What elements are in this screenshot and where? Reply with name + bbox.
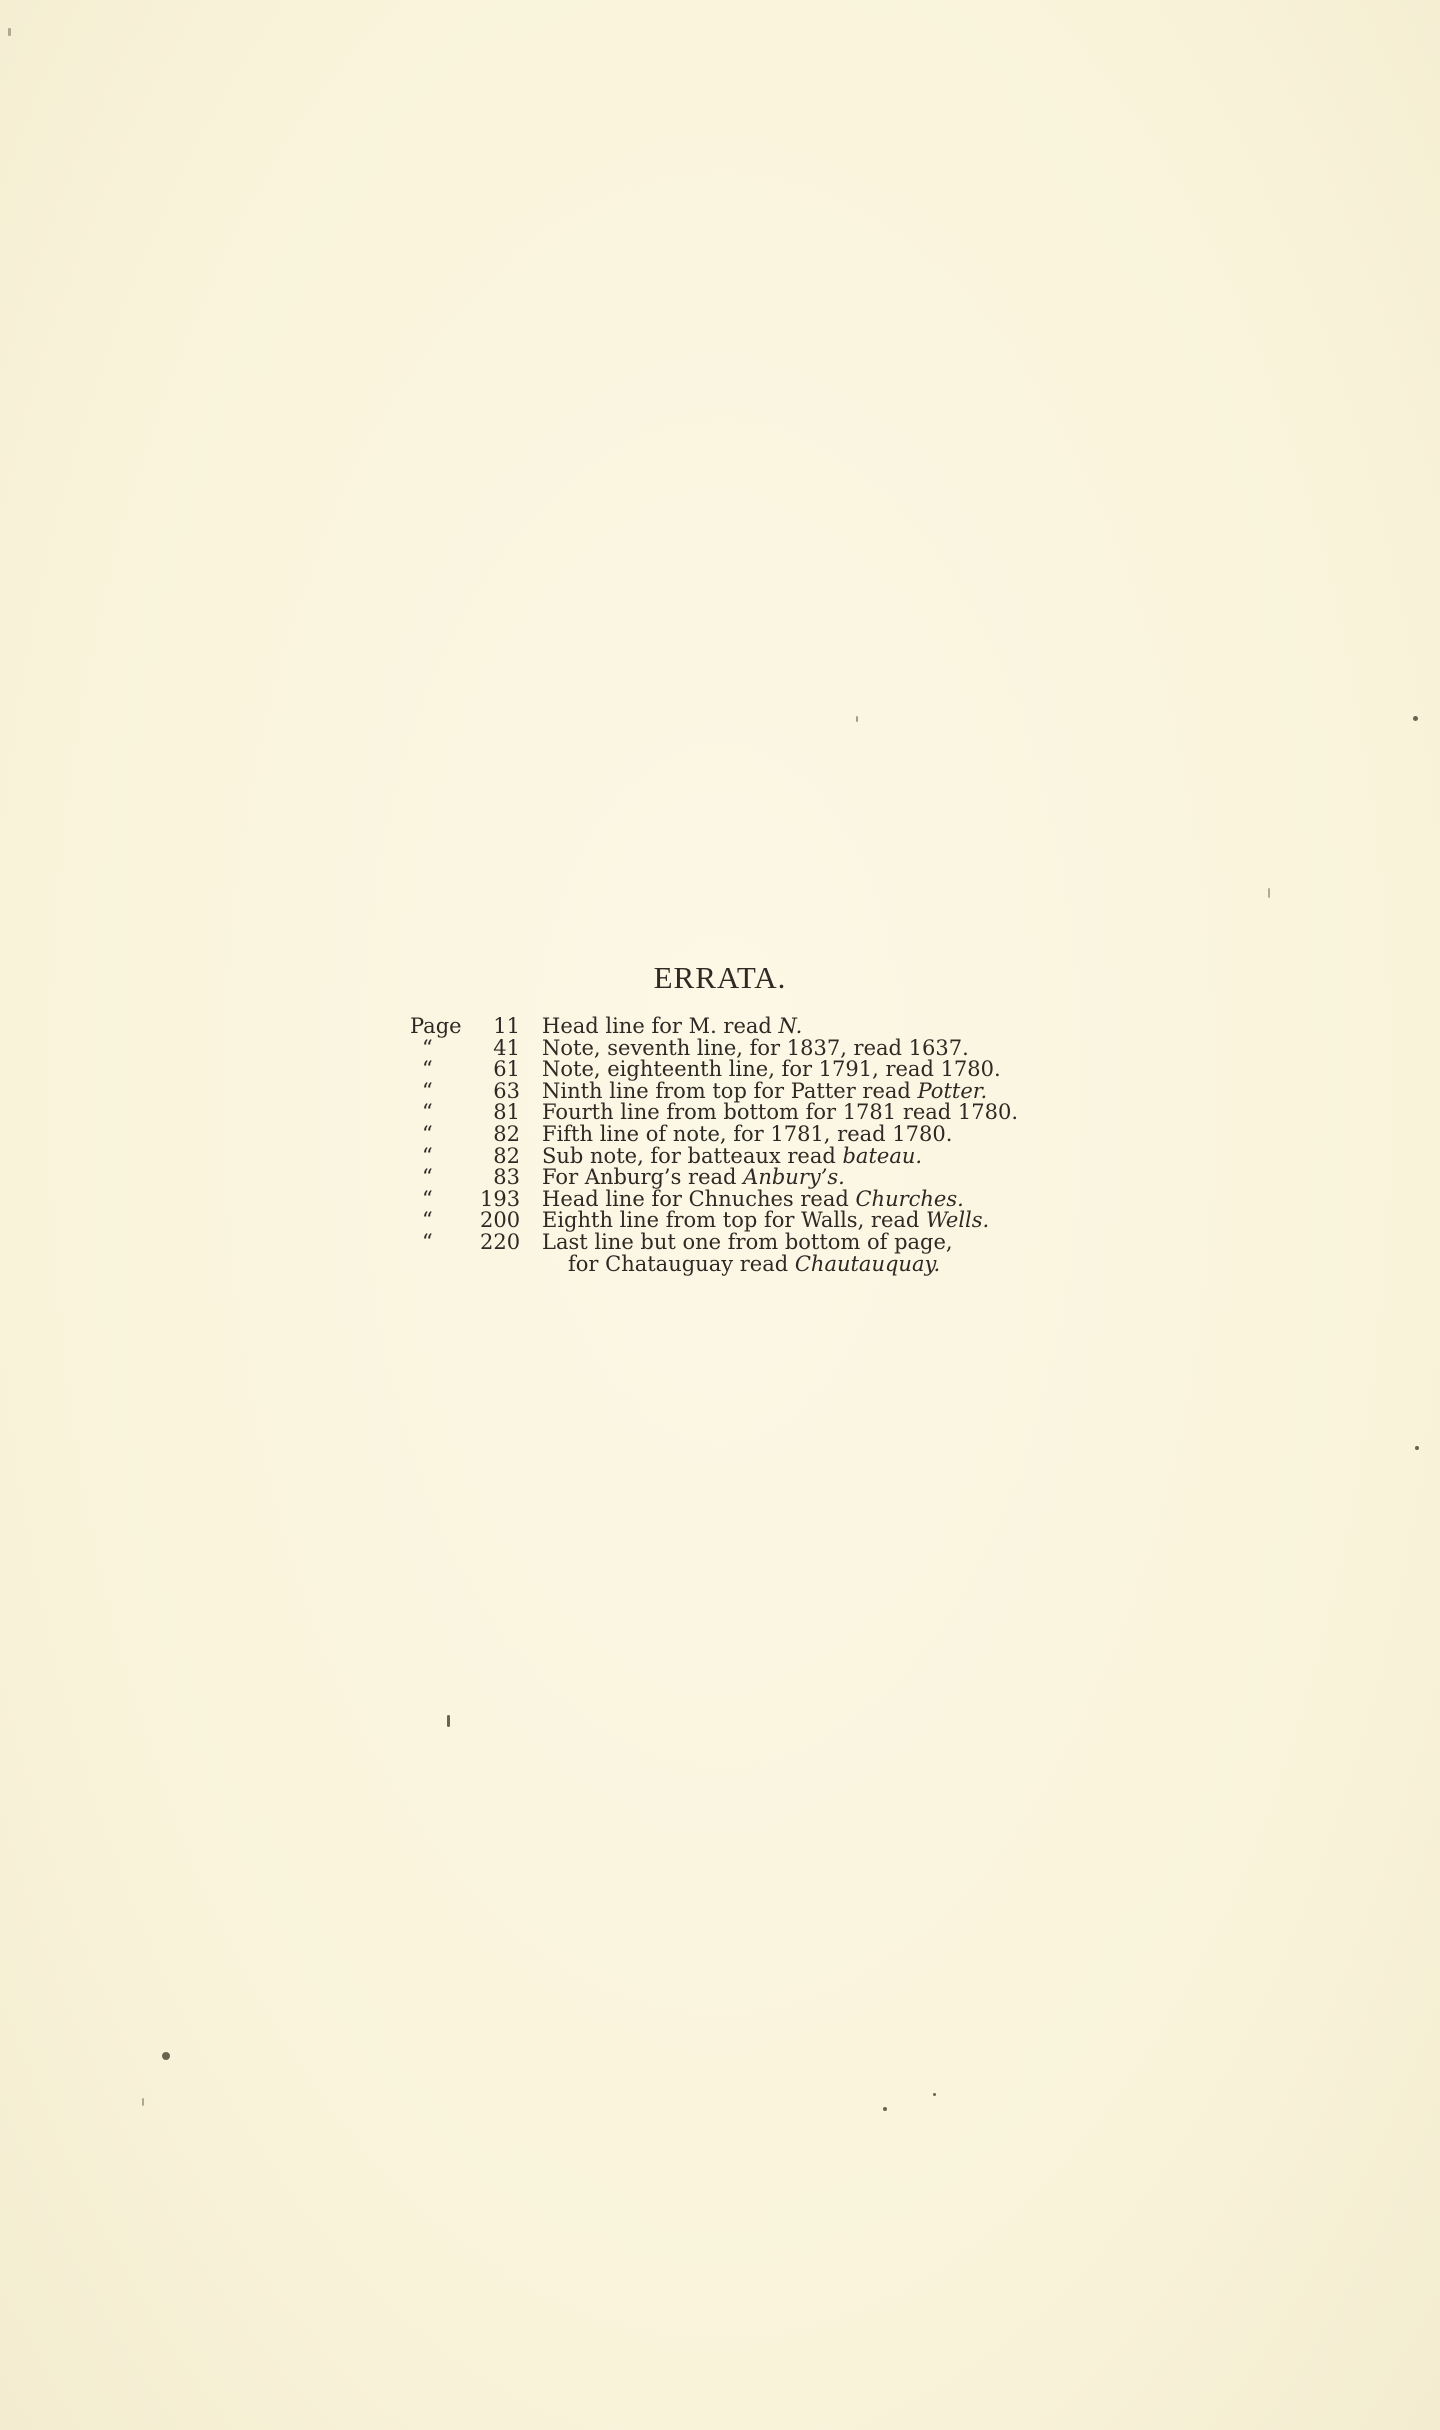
errata-row: [410, 1186, 1110, 1211]
errata-text: for Chatauguay read Chautauquay.: [568, 1251, 941, 1276]
ditto-mark: “: [422, 1035, 433, 1060]
errata-row: [410, 1078, 1110, 1103]
ditto-mark: “: [422, 1208, 433, 1233]
paper-speck: [162, 2052, 170, 2060]
errata-continuation: [410, 1251, 1110, 1276]
page-number: 81: [493, 1100, 520, 1125]
paper-speck: [883, 2107, 887, 2111]
errata-text: Last line but one from bottom of page,: [542, 1229, 953, 1254]
ditto-mark: “: [422, 1078, 433, 1103]
errata-text: Note, eighteenth line, for 1791, read 1780.: [542, 1057, 1001, 1082]
ditto-mark: “: [422, 1165, 433, 1190]
ditto-mark: “: [422, 1057, 433, 1082]
paper-speck: [8, 28, 11, 36]
errata-text: Fourth line from bottom for 1781 read 1780.: [542, 1100, 1019, 1125]
page-number: 11: [493, 1014, 520, 1038]
errata-row: [410, 1016, 1110, 1038]
errata-row: [410, 1143, 1110, 1168]
ditto-mark: “: [422, 1186, 433, 1211]
page-number: 63: [493, 1078, 520, 1103]
page-number: 193: [480, 1186, 521, 1211]
errata-row: [410, 1059, 1110, 1081]
page-number: 82: [493, 1143, 520, 1168]
page-label: Page: [410, 1014, 462, 1038]
errata-text: Head line for M. read N.: [542, 1014, 803, 1038]
ditto-mark: “: [422, 1229, 433, 1254]
ditto-mark: “: [422, 1121, 433, 1146]
errata-text: Ninth line from top for Patter read Potter.: [542, 1078, 988, 1103]
paper-speck: [142, 2098, 144, 2106]
errata-text: Note, seventh line, for 1837, read 1637.: [542, 1035, 969, 1060]
errata-row: [410, 1035, 1110, 1060]
page-number: 200: [480, 1208, 521, 1233]
errata-row: [410, 1121, 1110, 1146]
ditto-mark: “: [422, 1143, 433, 1168]
errata-text: For Anburg’s read Anbury’s.: [542, 1165, 845, 1190]
errata-list: [410, 1016, 1110, 1275]
paper-speck: [1413, 716, 1418, 721]
paper-speck: [856, 716, 858, 722]
paper-speck: [933, 2093, 936, 2096]
errata-text: Head line for Chnuches read Churches.: [542, 1186, 964, 1211]
page-number: 61: [493, 1057, 520, 1082]
errata-text: Eighth line from top for Walls, read Wells.: [542, 1208, 990, 1233]
errata-heading: ERRATA.: [653, 960, 787, 995]
errata-row: [410, 1167, 1110, 1189]
paper-speck: [447, 1715, 450, 1727]
errata-row: [410, 1210, 1110, 1232]
page-number: 83: [493, 1165, 520, 1190]
page-number: 220: [480, 1229, 521, 1254]
ditto-mark: “: [422, 1100, 433, 1125]
page-number: 41: [493, 1035, 520, 1060]
paper-speck: [1268, 888, 1270, 898]
page-number: 82: [493, 1121, 520, 1146]
errata-text: Fifth line of note, for 1781, read 1780.: [542, 1121, 953, 1146]
errata-text: Sub note, for batteaux read bateau.: [542, 1143, 923, 1168]
errata-row: [410, 1102, 1110, 1124]
errata-row: [410, 1229, 1110, 1254]
paper-speck: [1415, 1446, 1419, 1450]
